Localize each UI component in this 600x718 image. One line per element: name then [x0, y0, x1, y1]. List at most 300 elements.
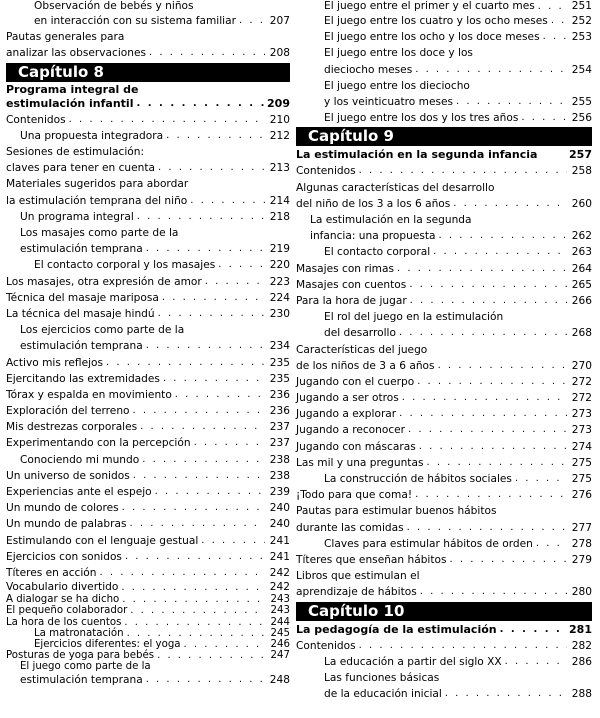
toc-entry-title: Un programa integral: [20, 210, 134, 223]
toc-page-number: 253: [571, 31, 592, 44]
toc-page-number: 223: [269, 275, 290, 288]
toc-entry-title: la estimulación temprana del niño: [6, 194, 188, 207]
toc-page-number: 282: [571, 639, 592, 652]
toc-entry-title: Contenidos: [296, 165, 356, 178]
toc-entry[interactable]: [6, 500, 290, 516]
toc-entry-title: Jugando con máscaras: [296, 440, 416, 453]
dot-leader: [218, 257, 265, 273]
toc-left-column: [6, 0, 290, 689]
toc-page-number: 270: [571, 359, 592, 372]
toc-entry[interactable]: [6, 639, 290, 650]
toc-page-number: 220: [269, 259, 290, 272]
toc-page-number: 219: [269, 243, 290, 256]
toc-entry[interactable]: [6, 436, 290, 452]
toc-page-number: 258: [571, 165, 592, 178]
toc-entry[interactable]: [6, 516, 290, 532]
toc-entry[interactable]: [6, 484, 290, 500]
toc-entry[interactable]: [6, 533, 290, 549]
toc-entry[interactable]: [6, 0, 290, 13]
toc-entry[interactable]: [6, 177, 290, 193]
toc-page-number: 237: [269, 421, 290, 434]
toc-entry-title: Pautas para estimular buenos hábitos: [296, 505, 497, 518]
dot-leader: [551, 13, 567, 29]
toc-entry-title: Programa integral de: [6, 82, 139, 96]
toc-page-number: 251: [571, 0, 592, 12]
toc-entry[interactable]: [296, 622, 592, 638]
dot-leader: [417, 374, 567, 390]
dot-leader: [158, 160, 265, 176]
dot-leader: [410, 293, 567, 309]
toc-entry-title: del niño de los 3 a los 6 años: [296, 197, 451, 210]
toc-entry[interactable]: [6, 209, 290, 225]
toc-page-number: 275: [571, 473, 592, 486]
toc-entry[interactable]: [296, 212, 592, 228]
toc-entry[interactable]: [6, 193, 290, 209]
toc-entry-title: Experimentando con la percepción: [6, 437, 191, 450]
toc-page-number: 235: [269, 372, 290, 385]
toc-entry-title: La educación a partir del siglo XX: [324, 655, 502, 668]
toc-page-number: 252: [571, 14, 592, 27]
toc-right-column: [296, 0, 592, 703]
dot-leader: [408, 422, 567, 438]
dot-leader: [133, 468, 265, 484]
toc-entry-title: El juego como parte de la: [20, 661, 151, 673]
toc-entry-title: Sesiones de estimulación:: [6, 146, 145, 159]
toc-entry[interactable]: [296, 536, 592, 552]
toc-entry[interactable]: [6, 661, 290, 672]
toc-entry[interactable]: [6, 128, 290, 144]
toc-entry-title: El juego entre el primer y el cuarto mes: [324, 0, 535, 12]
toc-entry[interactable]: [296, 503, 592, 519]
dot-leader: [515, 471, 567, 487]
dot-leader: [155, 484, 265, 500]
toc-entry-title: estimulación temprana: [20, 340, 143, 353]
toc-page-number: 246: [270, 638, 290, 650]
toc-entry-title: Contenidos: [296, 639, 356, 652]
dot-leader: [450, 552, 567, 568]
toc-page-number: 276: [571, 489, 592, 502]
dot-leader: [205, 274, 265, 290]
toc-entry[interactable]: [6, 371, 290, 387]
toc-entry[interactable]: [6, 628, 290, 639]
toc-page-number: 275: [571, 456, 592, 469]
toc-entry-title: Masajes con cuentos: [296, 278, 407, 291]
toc-entry[interactable]: [6, 96, 290, 112]
toc-entry[interactable]: [6, 225, 290, 241]
toc-entry-title: Jugando a ser otros: [296, 392, 399, 405]
toc-page-number: 248: [269, 674, 290, 687]
chapter-heading: Capítulo 8: [6, 63, 290, 82]
dot-leader: [521, 110, 567, 126]
dot-leader: [121, 581, 265, 594]
toc-entry-title: Un mundo de colores: [6, 502, 119, 515]
dot-leader: [402, 390, 567, 406]
dot-leader: [433, 244, 567, 260]
toc-entry[interactable]: [6, 322, 290, 338]
toc-page-number: 266: [571, 294, 592, 307]
toc-page-number: 213: [269, 162, 290, 175]
toc-entry-title: Masajes con rimas: [296, 262, 395, 275]
dot-leader: [137, 209, 265, 225]
toc-entry-title: El rol del juego en la estimulación: [324, 311, 504, 324]
toc-entry[interactable]: [296, 94, 592, 110]
toc-entry[interactable]: [6, 144, 290, 160]
toc-page-number: 212: [269, 129, 290, 142]
toc-entry[interactable]: [296, 325, 592, 341]
toc-entry-title: Los ejercicios como parte de la: [20, 324, 185, 337]
toc-page-number: 274: [571, 440, 592, 453]
toc-entry[interactable]: [296, 552, 592, 568]
toc-entry[interactable]: [296, 180, 592, 196]
dot-leader: [456, 94, 567, 110]
toc-page-number: 286: [571, 655, 592, 668]
toc-entry[interactable]: [296, 261, 592, 277]
dot-leader: [130, 516, 265, 532]
dot-leader: [166, 128, 265, 144]
toc-page-number: 224: [269, 291, 290, 304]
toc-entry[interactable]: [296, 277, 592, 293]
toc-entry[interactable]: [296, 568, 592, 584]
dot-leader: [194, 435, 265, 451]
toc-entry[interactable]: [6, 290, 290, 306]
toc-entry-title: estimulación temprana: [20, 243, 143, 256]
toc-entry[interactable]: [6, 673, 290, 689]
toc-entry-title: Vocabulario divertido: [6, 581, 119, 594]
toc-entry-title: Libros que estimulan el: [296, 570, 420, 583]
toc-page-number: 234: [269, 340, 290, 353]
dot-leader: [415, 487, 567, 503]
dot-leader: [420, 584, 567, 600]
dot-leader: [505, 654, 567, 670]
toc-page-number: 242: [269, 581, 290, 594]
toc-page-number: 242: [269, 566, 290, 579]
toc-entry[interactable]: [6, 112, 290, 128]
toc-entry[interactable]: [6, 257, 290, 273]
dot-leader: [146, 241, 265, 257]
toc-page-number: 241: [269, 534, 290, 547]
toc-entry[interactable]: [6, 468, 290, 484]
toc-entry-title: Jugando a reconocer: [296, 424, 406, 437]
toc-entry-title: El juego entre los cuatro y los ocho meses: [324, 14, 548, 27]
toc-entry-title: Activo mis reflejos: [6, 356, 104, 369]
toc-entry-title: Contenidos: [6, 113, 66, 126]
toc-entry-title: El contacto corporal y los masajes: [34, 259, 216, 272]
dot-leader: [399, 406, 567, 422]
toc-entry[interactable]: [6, 13, 290, 29]
dot-leader: [162, 290, 265, 306]
toc-page-number: 238: [269, 469, 290, 482]
toc-page-number: 230: [269, 307, 290, 320]
toc-page-number: 265: [571, 278, 592, 291]
dot-leader: [536, 536, 567, 552]
toc-page-number: 260: [571, 197, 592, 210]
toc-page-number: 288: [571, 688, 592, 701]
toc-page-number: 268: [571, 327, 592, 340]
dot-leader: [157, 650, 265, 661]
toc-page-number: 208: [269, 47, 290, 60]
toc-entry-title: La estimulación en la segunda: [310, 214, 472, 227]
toc-entry-title: Materiales sugeridos para abordar: [6, 178, 189, 191]
toc-entry[interactable]: [6, 387, 290, 403]
toc-entry[interactable]: [296, 455, 592, 471]
toc-page-number: 243: [270, 594, 290, 606]
toc-entry[interactable]: [296, 29, 592, 45]
dot-leader: [445, 686, 567, 702]
toc-page-number: 236: [269, 388, 290, 401]
toc-entry-title: La estimulación en la segunda infancia: [296, 148, 538, 162]
toc-page-number: 237: [269, 437, 290, 450]
dot-leader: [359, 638, 567, 654]
toc-page-number: 273: [571, 408, 592, 421]
toc-page-number: 239: [269, 486, 290, 499]
toc-entry[interactable]: [296, 13, 592, 29]
toc-entry[interactable]: [296, 293, 592, 309]
toc-page-number: 209: [267, 96, 290, 110]
toc-page-number: 255: [571, 95, 592, 108]
toc-entry[interactable]: [296, 654, 592, 670]
dot-leader: [407, 520, 567, 536]
toc-entry-title: claves para tener en cuenta: [6, 162, 156, 175]
toc-entry[interactable]: [296, 686, 592, 702]
dot-leader: [439, 228, 567, 244]
toc-page-number: 238: [269, 453, 290, 466]
dot-leader: [399, 325, 567, 341]
chapter-heading: Capítulo 10: [296, 602, 592, 621]
toc-entry-title: El juego entre los ocho y los doce meses: [324, 31, 540, 44]
toc-entry-title: Observación de bebés y niños: [34, 0, 194, 12]
toc-page-number: 210: [269, 113, 290, 126]
dot-leader: [359, 163, 567, 179]
toc-entry-title: Las mil y una preguntas: [296, 456, 424, 469]
toc-page-number: 279: [571, 553, 592, 566]
dot-leader: [69, 112, 265, 128]
toc-entry[interactable]: [296, 228, 592, 244]
toc-page-number: 207: [269, 14, 290, 27]
toc-entry[interactable]: [6, 160, 290, 176]
toc-entry-title: La hora de los cuentos: [6, 616, 122, 628]
toc-entry[interactable]: [296, 638, 592, 654]
toc-page-number: 243: [270, 605, 290, 617]
dot-leader: [146, 672, 265, 688]
toc-page-number: 262: [571, 230, 592, 243]
toc-entry-title: Algunas características del desarrollo: [296, 181, 495, 194]
toc-entry-title: aprendizaje de hábitos: [296, 586, 417, 599]
toc-entry-title: La técnica del masaje hindú: [6, 307, 155, 320]
toc-entry-title: Para la hora de jugar: [296, 294, 407, 307]
toc-entry[interactable]: [296, 374, 592, 390]
dot-leader: [133, 403, 265, 419]
toc-page-number: 241: [269, 550, 290, 563]
toc-entry-title: El juego entre los dieciocho: [324, 79, 470, 92]
toc-page-number: 256: [571, 112, 592, 125]
toc-page-number: 240: [269, 518, 290, 531]
toc-entry-title: estimulación temprana: [20, 674, 143, 687]
toc-entry[interactable]: [6, 605, 290, 616]
toc-entry[interactable]: [296, 164, 592, 180]
dot-leader: [100, 565, 266, 581]
dot-leader: [543, 29, 567, 45]
toc-entry[interactable]: [6, 338, 290, 354]
dot-leader: [190, 193, 265, 209]
toc-entry-title: Experiencias ante el espejo: [6, 486, 152, 499]
dot-leader: [136, 96, 264, 112]
toc-entry-title: Posturas de yoga para bebés: [6, 650, 155, 662]
toc-entry-title: y los veinticuatro meses: [324, 95, 454, 108]
toc-entry-title: Las funciones básicas: [324, 672, 440, 685]
toc-page-number: 236: [269, 405, 290, 418]
dot-leader: [453, 196, 567, 212]
toc-page-number: 257: [569, 148, 592, 162]
toc-entry-title: Un universo de sonidos: [6, 469, 130, 482]
toc-entry[interactable]: [296, 423, 592, 439]
toc-entry[interactable]: [296, 309, 592, 325]
dot-leader: [163, 371, 265, 387]
toc-page-number: 245: [270, 627, 290, 639]
toc-entry[interactable]: [296, 439, 592, 455]
toc-page-number: 247: [270, 650, 290, 662]
toc-entry[interactable]: [296, 147, 592, 163]
toc-entry[interactable]: [296, 390, 592, 406]
toc-entry[interactable]: [6, 306, 290, 322]
toc-entry-title: Ejercitando las extremidades: [6, 372, 160, 385]
toc-page-number: 254: [571, 63, 592, 76]
toc-entry[interactable]: [296, 0, 592, 13]
toc-entry[interactable]: [296, 45, 592, 61]
dot-leader: [122, 594, 265, 605]
dot-leader: [106, 355, 265, 371]
toc-entry[interactable]: [296, 342, 592, 358]
toc-entry[interactable]: [6, 241, 290, 257]
toc-entry-title: Los masajes como parte de la: [20, 227, 179, 240]
toc-entry[interactable]: [296, 406, 592, 422]
toc-entry[interactable]: [6, 565, 290, 581]
dot-leader: [415, 62, 567, 78]
toc-entry-title: Jugando a explorar: [296, 408, 397, 421]
toc-entry[interactable]: [296, 62, 592, 78]
toc-page-number: 264: [571, 262, 592, 275]
toc-entry[interactable]: [6, 274, 290, 290]
toc-entry-title: Claves para estimular hábitos de orden: [324, 537, 533, 550]
toc-entry-title: El pequeño colaborador: [6, 605, 128, 617]
toc-entry[interactable]: [6, 549, 290, 565]
toc-entry-title: Técnica del masaje mariposa: [6, 291, 159, 304]
toc-page-number: 272: [571, 375, 592, 388]
dot-leader: [409, 277, 567, 293]
toc-entry-title: analizar las observaciones: [6, 47, 147, 60]
toc-page-number: 218: [269, 210, 290, 223]
dot-leader: [125, 549, 265, 565]
toc-entry-title: Estimulando con el lenguaje gestual: [6, 534, 199, 547]
toc-entry-title: Exploración del terreno: [6, 405, 130, 418]
dot-leader: [239, 13, 265, 29]
toc-entry-title: La construcción de hábitos sociales: [324, 473, 512, 486]
toc-entry[interactable]: [296, 487, 592, 503]
toc-page-number: 281: [569, 622, 592, 636]
toc-entry-title: Títeres que enseñan hábitos: [296, 553, 447, 566]
dot-leader: [149, 45, 265, 61]
dot-leader: [397, 261, 567, 277]
toc-entry-title: El juego entre los doce y los: [324, 47, 473, 60]
toc-page-number: 235: [269, 356, 290, 369]
toc-entry[interactable]: [296, 358, 592, 374]
toc-entry[interactable]: [6, 83, 290, 96]
dot-leader: [146, 338, 265, 354]
toc-entry[interactable]: [6, 452, 290, 468]
toc-entry-title: estimulación infantil: [6, 96, 134, 110]
dot-leader: [158, 306, 265, 322]
dot-leader: [438, 358, 567, 374]
toc-entry-title: Un mundo de palabras: [6, 518, 127, 531]
toc-entry[interactable]: [296, 584, 592, 600]
toc-entry[interactable]: [296, 110, 592, 126]
toc-page-number: 240: [269, 502, 290, 515]
toc-page-number: 272: [571, 392, 592, 405]
toc-entry-title: dieciocho meses: [324, 63, 413, 76]
toc-entry-title: ¡Todo para que coma!: [296, 489, 413, 502]
toc-entry[interactable]: [296, 520, 592, 536]
dot-leader: [538, 0, 567, 13]
toc-entry-title: Mis destrezas corporales: [6, 421, 138, 434]
toc-entry-title: Ejercicios con sonidos: [6, 550, 122, 563]
dot-leader: [175, 387, 265, 403]
toc-entry-title: infancia: una propuesta: [310, 230, 436, 243]
toc-entry[interactable]: [6, 355, 290, 371]
toc-entry-title: Tórax y espalda en movimiento: [6, 388, 172, 401]
dot-leader: [184, 639, 265, 650]
toc-entry-title: El contacto corporal: [324, 246, 431, 259]
chapter-heading: Capítulo 9: [296, 127, 592, 146]
toc-entry[interactable]: [296, 78, 592, 94]
toc-entry[interactable]: [296, 196, 592, 212]
dot-leader: [142, 452, 265, 468]
dot-leader: [127, 628, 265, 639]
toc-entry[interactable]: [6, 594, 290, 605]
dot-leader: [201, 533, 265, 549]
toc-entry-title: A dialogar se ha dicho: [6, 594, 120, 606]
toc-page-number: 277: [571, 521, 592, 534]
toc-entry-title: del desarrollo: [324, 327, 396, 340]
toc-entry[interactable]: [296, 244, 592, 260]
dot-leader: [426, 455, 567, 471]
dot-leader: [130, 605, 265, 616]
toc-entry[interactable]: [6, 581, 290, 594]
toc-entry[interactable]: [6, 617, 290, 628]
toc-entry-title: Características del juego: [296, 343, 428, 356]
dot-leader: [140, 419, 265, 435]
toc-page-number: 273: [571, 424, 592, 437]
toc-entry[interactable]: [296, 471, 592, 487]
toc-entry[interactable]: [6, 45, 290, 61]
toc-entry-title: durante las comidas: [296, 521, 404, 534]
toc-entry[interactable]: [6, 403, 290, 419]
toc-entry[interactable]: [296, 670, 592, 686]
toc-page-number: 263: [571, 246, 592, 259]
toc-entry-title: La matronatación: [34, 627, 124, 639]
toc-page-number: 280: [571, 586, 592, 599]
dot-leader: [419, 439, 567, 455]
toc-entry[interactable]: [6, 419, 290, 435]
toc-entry-title: Pautas generales para: [6, 31, 125, 44]
toc-entry-title: Conociendo mi mundo: [20, 453, 140, 466]
toc-entry[interactable]: [6, 650, 290, 661]
dot-leader: [122, 500, 265, 516]
toc-entry-title: Títeres en acción: [6, 566, 97, 579]
toc-page-number: 244: [270, 616, 290, 628]
toc-entry-title: Ejercicios diferentes: el yoga: [34, 638, 181, 650]
toc-entry-title: Una propuesta integradora: [20, 129, 164, 142]
toc-entry[interactable]: [6, 29, 290, 45]
toc-entry-title: de los niños de 3 a 6 años: [296, 359, 435, 372]
